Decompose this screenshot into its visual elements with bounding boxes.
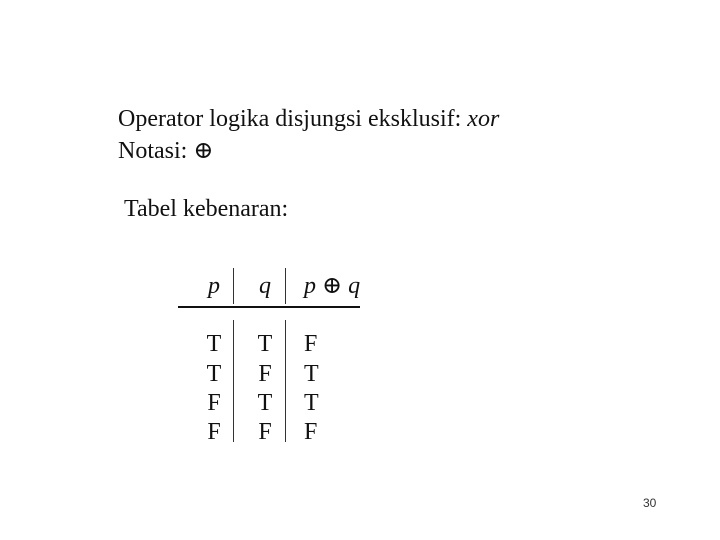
- table-cell: F: [207, 390, 221, 416]
- table-cell: T: [257, 390, 273, 416]
- page-number: 30: [643, 496, 657, 510]
- table-cell: F: [304, 419, 318, 445]
- notation-label: Notasi:: [118, 138, 194, 164]
- notation-line: [118, 137, 213, 165]
- column-divider: [233, 320, 234, 442]
- header-result-operator: ⊕: [322, 273, 343, 299]
- header-p: p: [208, 273, 220, 299]
- column-divider: [233, 268, 234, 304]
- table-cell: F: [258, 419, 272, 445]
- definition-prefix: Operator logika disjungsi eksklusif:: [118, 106, 468, 132]
- table-cell: F: [207, 419, 221, 445]
- column-divider: [285, 320, 286, 442]
- table-cell: T: [304, 390, 319, 416]
- column-divider: [285, 268, 286, 304]
- header-q: q: [259, 273, 271, 299]
- table-cell: T: [257, 331, 273, 357]
- header-result: [296, 272, 361, 300]
- table-cell: F: [304, 331, 318, 357]
- header-rule: [178, 306, 360, 308]
- table-cell: T: [206, 361, 222, 387]
- header-result-q: q: [348, 273, 361, 299]
- table-cell: T: [304, 361, 319, 387]
- table-cell: F: [258, 361, 272, 387]
- notation-symbol: ⊕: [193, 138, 214, 164]
- truth-table-heading: Tabel kebenaran:: [124, 196, 289, 222]
- table-cell: T: [206, 331, 222, 357]
- definition-line: [118, 105, 499, 133]
- header-result-p: p: [304, 273, 316, 299]
- operator-name: xor: [467, 106, 500, 132]
